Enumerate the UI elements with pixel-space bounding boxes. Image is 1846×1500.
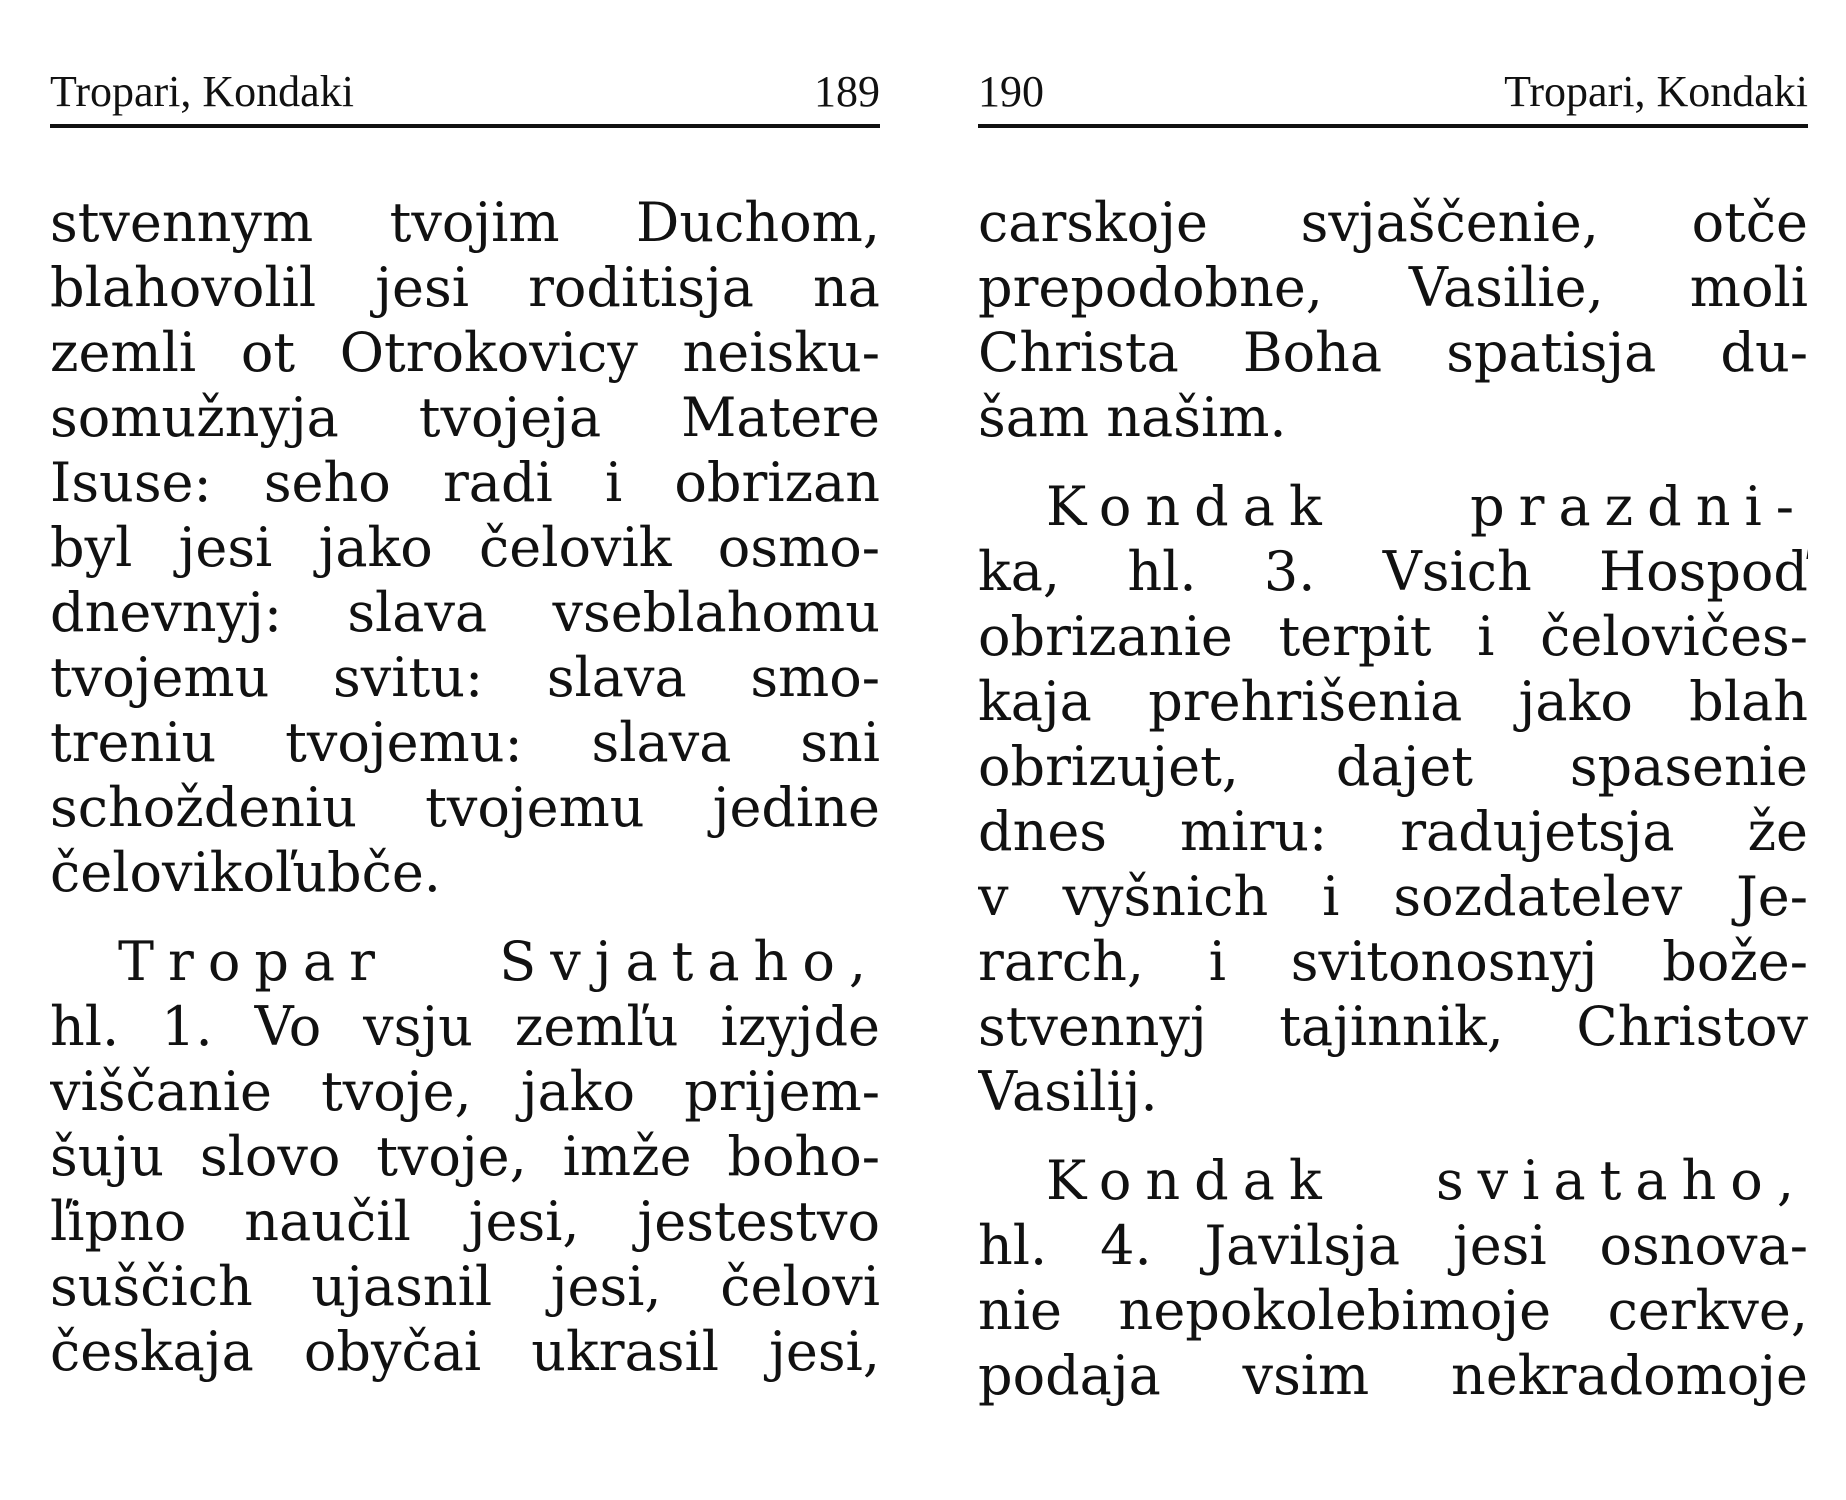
section-heading: Kondak prazdni- bbox=[1046, 475, 1808, 538]
text-line: Christa Boha spatisja du- bbox=[978, 321, 1808, 384]
right-page-text bbox=[978, 190, 1808, 1408]
text-line: Isuse: seho radi i obrizan bbox=[50, 451, 880, 514]
left-page-text bbox=[50, 190, 880, 1384]
text-line: Vasilij. bbox=[978, 1060, 1158, 1123]
text-line: tvojemu svitu: slava smo- bbox=[50, 646, 880, 709]
text-line: šam našim. bbox=[978, 386, 1287, 449]
right-page bbox=[978, 0, 1808, 1500]
text-line: zemli ot Otrokovicy neisku- bbox=[50, 321, 880, 384]
text-line: prepodobne, Vasilie, moli bbox=[978, 256, 1808, 319]
text-line: čelovikoľubče. bbox=[50, 841, 441, 904]
page-number: 189 bbox=[814, 67, 880, 116]
right-page-header bbox=[978, 62, 1808, 128]
left-page bbox=[50, 0, 880, 1500]
text-line: obrizujet, dajet spasenie bbox=[978, 735, 1808, 798]
text-line: podaja vsim nekradomoje bbox=[978, 1344, 1808, 1407]
text-line: v vyšnich i sozdatelev Je- bbox=[978, 865, 1808, 928]
text-line: blahovolil jesi roditisja na bbox=[50, 256, 880, 319]
running-title: Tropari, Kondaki bbox=[1504, 67, 1808, 116]
text-line: dnevnyj: slava vseblahomu bbox=[50, 581, 880, 644]
text-line: treniu tvojemu: slava sni bbox=[50, 711, 880, 774]
running-title: Tropari, Kondaki bbox=[50, 67, 354, 116]
text-line: šuju slovo tvoje, imže boho- bbox=[50, 1125, 880, 1188]
page-number: 190 bbox=[978, 67, 1044, 116]
text-line: stvennyj tajinnik, Christov bbox=[978, 995, 1808, 1058]
text-line: stvennym tvojim Duchom, bbox=[50, 191, 880, 254]
section-heading: Kondak sviataho, bbox=[1046, 1149, 1808, 1212]
section-heading: Tropar Svjataho, bbox=[118, 930, 880, 993]
text-line: rarch, i svitonosnyj bože- bbox=[978, 930, 1808, 993]
text-line: kaja prehrišenia jako blah bbox=[978, 670, 1808, 733]
text-line: ka, hl. 3. Vsich Hospoď bbox=[978, 540, 1808, 603]
left-page-header bbox=[50, 62, 880, 128]
text-line: somužnyja tvojeja Matere bbox=[50, 386, 880, 449]
text-line: byl jesi jako čelovik osmo- bbox=[50, 516, 880, 579]
text-line: hl. 4. Javilsja jesi osnova- bbox=[978, 1214, 1808, 1277]
text-line: schoždeniu tvojemu jedine bbox=[50, 776, 880, 839]
text-line: viščanie tvoje, jako prijem- bbox=[50, 1060, 880, 1123]
text-line: obrizanie terpit i čelovičes- bbox=[978, 605, 1808, 668]
text-line: nie nepokolebimoje cerkve, bbox=[978, 1279, 1808, 1342]
text-line: suščich ujasnil jesi, čelovi bbox=[50, 1255, 880, 1318]
text-line: ľipno naučil jesi, jestestvo bbox=[50, 1190, 880, 1253]
text-line: českaja obyčai ukrasil jesi, bbox=[50, 1320, 880, 1383]
text-line: carskoje svjaščenie, otče bbox=[978, 191, 1808, 254]
text-line: hl. 1. Vo vsju zemľu izyjde bbox=[50, 995, 880, 1058]
text-line: dnes miru: radujetsja že bbox=[978, 800, 1808, 863]
